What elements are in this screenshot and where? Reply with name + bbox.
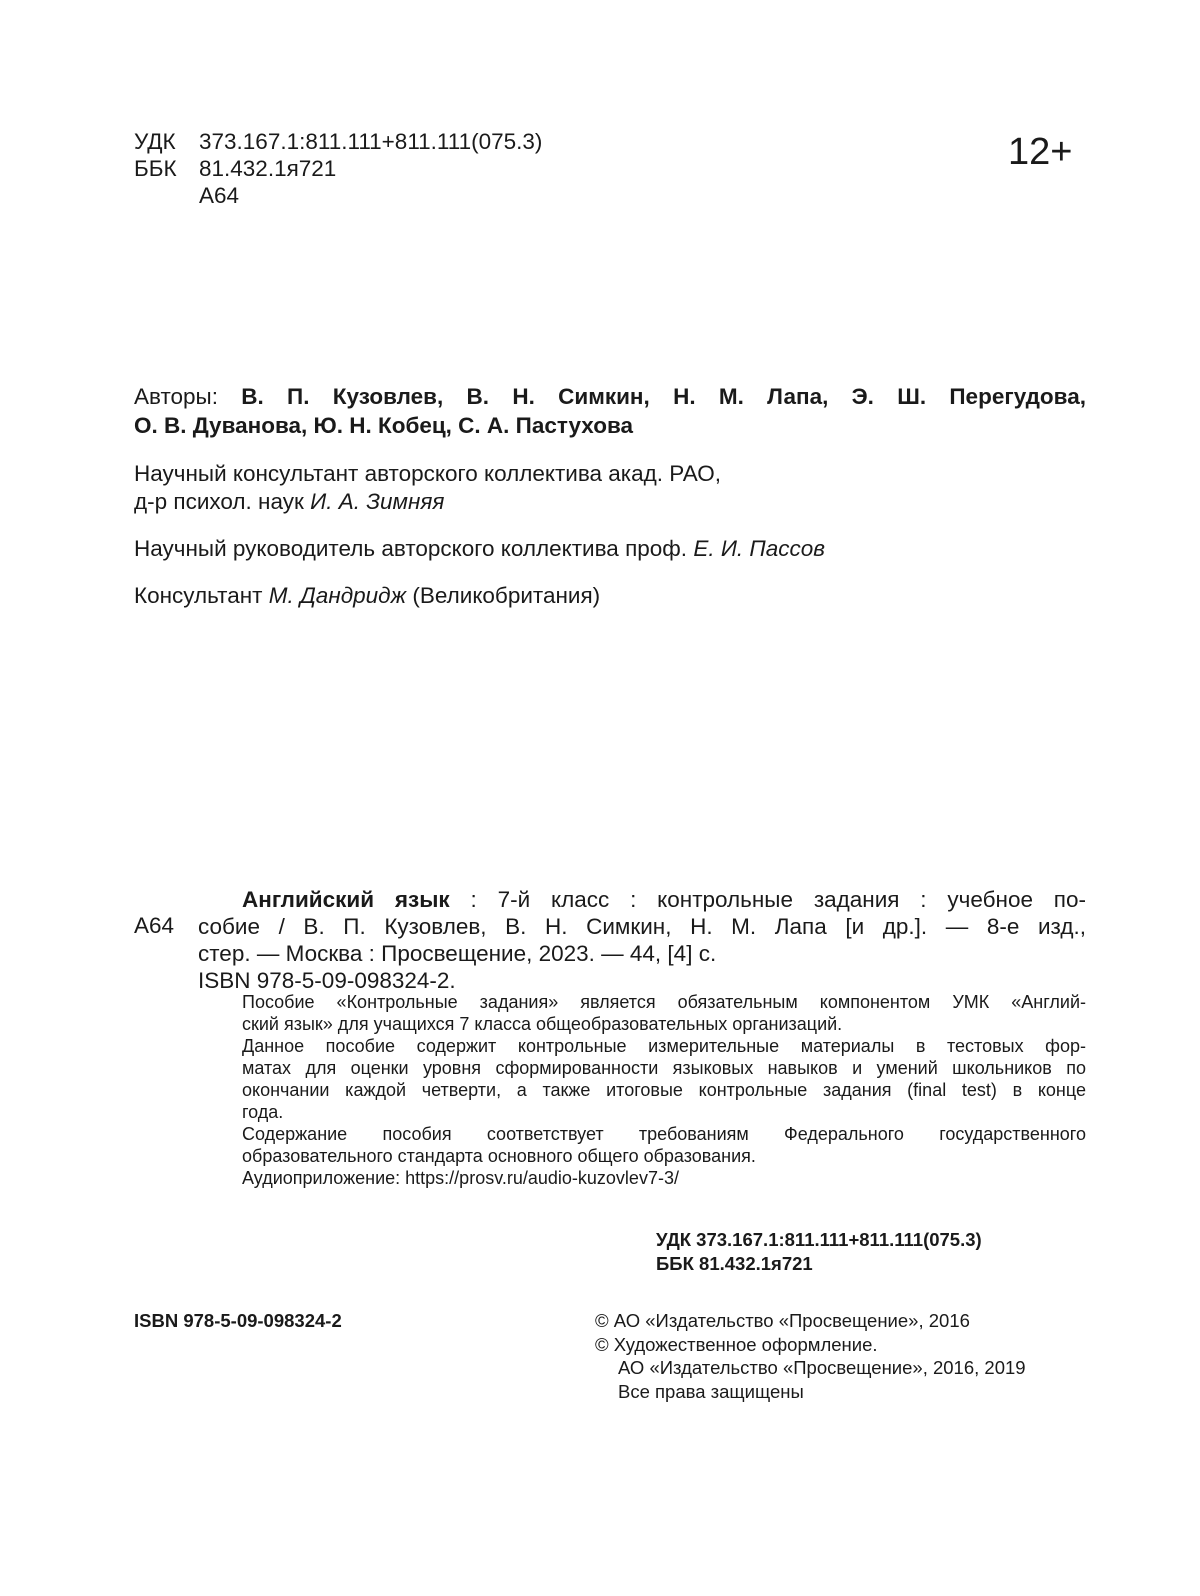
annotation-line: образовательного стандарта основного общего образования. xyxy=(242,1146,756,1166)
annotation-line: Содержание пособия соответствует требованиям Федерального государственного xyxy=(242,1124,1086,1144)
copyright-block xyxy=(595,1309,1026,1403)
scientific-consultant-line-2 xyxy=(134,488,721,516)
catalog-card-code: А64 xyxy=(134,913,175,938)
copyright-line: © Художественное оформление. xyxy=(595,1333,878,1355)
authors-names-2: О. В. Дуванова, Ю. Н. Кобец, С. А. Пастухова xyxy=(134,413,633,438)
udk-label: УДК xyxy=(134,129,176,154)
catalog-card-line-3: стер. — Москва : Просвещение, 2023. — 44, [4] с. xyxy=(198,941,717,966)
bbk-label: ББК xyxy=(134,156,177,181)
authors-block xyxy=(134,382,1086,440)
bottom-classification xyxy=(656,1228,982,1276)
copyright-line: АО «Издательство «Просвещение», 2016, 2019 xyxy=(618,1357,1026,1378)
annotation-line: ский язык» для учащихся 7 класса общеобразовательных организаций. xyxy=(242,1014,843,1034)
authors-names-1: В. П. Кузовлев, В. Н. Симкин, Н. М. Лапа, Э. Ш. Перегудова, xyxy=(241,384,1086,409)
catalog-card-line-2: собие / В. П. Кузовлев, В. Н. Симкин, Н. М. Лапа [и др.]. — 8-е изд., xyxy=(198,914,1086,939)
bottom-bbk: ББК 81.432.1я721 xyxy=(656,1253,813,1274)
book-title: Английский язык xyxy=(242,887,450,912)
scientific-consultant xyxy=(134,460,721,516)
catalog-card-isbn: ISBN 978-5-09-098324-2. xyxy=(198,968,456,993)
consultant-role: Консультант xyxy=(134,583,263,608)
scientific-head-name: Е. И. Пассов xyxy=(693,536,825,561)
author-mark-row xyxy=(134,182,542,209)
scientific-head-role: Научный руководитель авторского коллектива проф. xyxy=(134,536,688,561)
catalog-card xyxy=(198,886,1086,994)
scientific-head xyxy=(134,535,825,563)
annotation xyxy=(242,991,1086,1189)
consultant-country: (Великобритания) xyxy=(412,583,601,608)
consultant-name: М. Дандридж xyxy=(268,583,407,608)
consultant xyxy=(134,582,600,610)
annotation-line: Пособие «Контрольные задания» является обязательным компонентом УМК «Англий- xyxy=(242,992,1086,1012)
copyright-line: © АО «Издательство «Просвещение», 2016 xyxy=(595,1310,970,1331)
authors-line-1 xyxy=(134,382,1086,411)
annotation-audio-link: Аудиоприложение: https://prosv.ru/audio-kuzovlev7-3/ xyxy=(242,1168,679,1188)
bottom-udk: УДК 373.167.1:811.111+811.111(075.3) xyxy=(656,1229,982,1250)
udk-row xyxy=(134,128,542,155)
annotation-line: года. xyxy=(242,1102,284,1122)
bbk-row xyxy=(134,155,542,182)
udk-value: 373.167.1:811.111+811.111(075.3) xyxy=(199,129,543,154)
catalog-card-line-1 xyxy=(198,886,1086,913)
scientific-consultant-line-1: Научный консультант авторского коллектива акад. РАО, xyxy=(134,461,722,486)
scientific-consultant-name: И. А. Зимняя xyxy=(310,489,445,514)
age-rating: 12+ xyxy=(1008,131,1073,173)
isbn: ISBN 978-5-09-098324-2 xyxy=(134,1310,342,1331)
copyright-line: Все права защищены xyxy=(618,1380,804,1402)
annotation-line: Данное пособие содержит контрольные измерительные материалы в тестовых фор- xyxy=(242,1036,1086,1056)
catalog-card-line-1-rest: : 7-й класс : контрольные задания : учебное по- xyxy=(449,887,1086,912)
annotation-line: матах для оценки уровня сформированности языковых навыков и умений школьников по xyxy=(242,1058,1086,1078)
bbk-value: 81.432.1я721 xyxy=(199,156,337,181)
annotation-line: окончании каждой четверти, а также итоговые контрольные задания (final test) в конце xyxy=(242,1080,1086,1100)
authors-label: Авторы: xyxy=(134,384,218,409)
author-mark: А64 xyxy=(199,183,240,208)
scientific-consultant-degree: д-р психол. наук xyxy=(134,489,304,514)
classification-block xyxy=(134,128,542,209)
